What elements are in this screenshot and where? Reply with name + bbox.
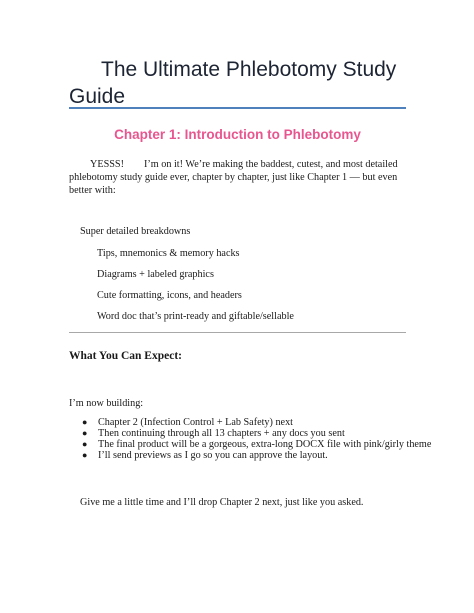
bullet-list <box>82 417 432 461</box>
bullet-text: I’ll send previews as I go so you can approve the layout. <box>98 450 328 461</box>
closing-paragraph: Give me a little time and I’ll drop Chapter 2 next, just like you asked. <box>80 497 364 508</box>
bullet-list-item <box>82 450 412 461</box>
bullet-list-item <box>82 439 432 450</box>
bullet-list-item <box>82 428 412 439</box>
chapter-heading: Chapter 1: Introduction to Phlebotomy <box>114 127 361 142</box>
bullet-list-item <box>82 417 412 428</box>
intro-paragraph <box>69 158 406 197</box>
section-divider <box>69 332 406 333</box>
bullet-text: Then continuing through all 13 chapters + any docs you sent <box>98 428 345 439</box>
building-label: I’m now building: <box>69 398 144 409</box>
bullet-icon: ● <box>82 450 88 460</box>
bullet-text: Chapter 2 (Infection Control + Lab Safety) next <box>98 417 294 428</box>
feature-item: Super detailed breakdowns <box>80 226 191 237</box>
document-title <box>69 56 409 110</box>
feature-item: Tips, mnemonics & memory hacks <box>97 248 240 259</box>
title-line-2: Guide <box>69 85 126 108</box>
intro-exclaim: YESSS! <box>90 159 124 170</box>
feature-item: Cute formatting, icons, and headers <box>97 290 242 301</box>
intro-text: I’m on it! We’re making the baddest, cutest, and most detailed phlebotomy study guide ever, chapter by chapter, just like Chapter 1 — but even better with: <box>69 159 398 196</box>
bullet-icon: ● <box>82 428 88 438</box>
feature-item: Diagrams + labeled graphics <box>97 269 214 280</box>
title-underline-rule <box>69 107 406 109</box>
expect-heading: What You Can Expect: <box>69 350 182 362</box>
bullet-text: The final product will be a gorgeous, extra-long DOCX file with pink/girly theme <box>98 439 432 450</box>
bullet-icon: ● <box>82 417 88 427</box>
feature-item: Word doc that’s print-ready and giftable/sellable <box>97 311 294 322</box>
bullet-icon: ● <box>82 439 88 449</box>
title-line-1: The Ultimate Phlebotomy Study <box>101 58 397 81</box>
